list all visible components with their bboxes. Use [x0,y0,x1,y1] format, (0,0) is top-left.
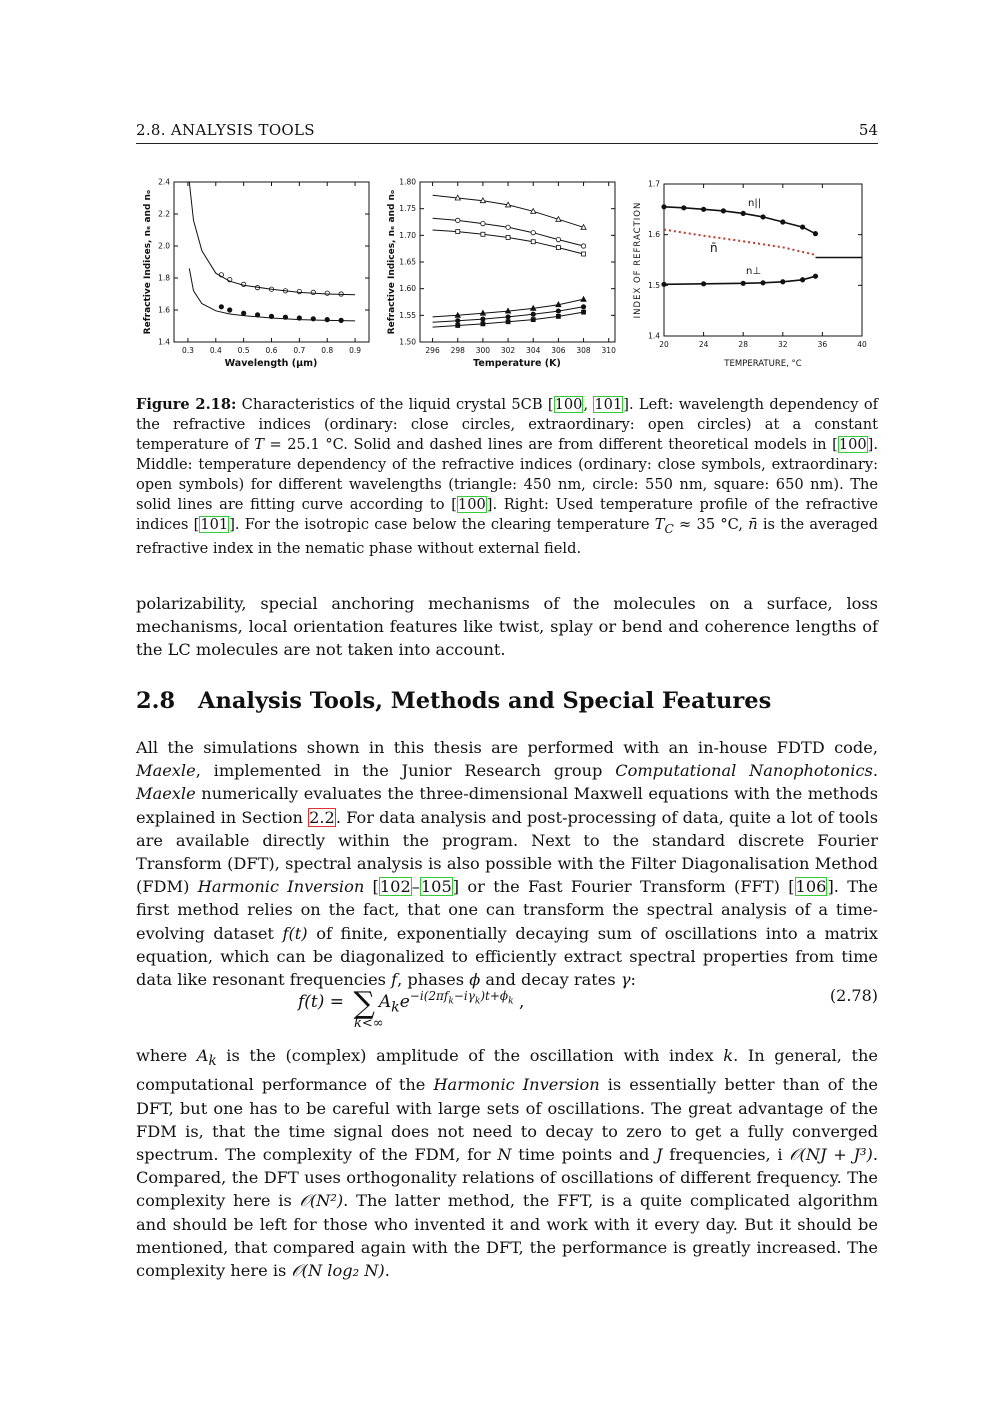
equation-number: (2.78) [829,986,878,1005]
y-tick-label: 1.60 [399,284,416,294]
equation-trail: , [513,992,525,1012]
y-tick-label: 1.6 [648,230,660,240]
section-link[interactable]: 2.2 [309,807,335,827]
data-point [581,297,586,302]
equation-term: e [399,992,410,1012]
y-tick-label: 2.4 [158,177,170,187]
exp-sub: k [448,996,454,1007]
data-point [741,281,745,285]
text: – [411,877,420,897]
exp-sub: k [474,996,481,1007]
series-line [433,230,584,254]
citation-link[interactable]: 102 [379,877,411,897]
text: . Compared, the DFT uses orthogonality relations of oscillations of different frequency. The complexity here is [136,1145,878,1211]
text: [ [364,877,379,897]
text: All the simulations shown in this thesis are performed with an in-house FDTD code, [136,738,878,757]
x-axis-label: TEMPERATURE, °C [724,359,802,369]
n-perp-label: n⊥ [746,266,762,277]
figure-caption [136,395,878,559]
exp-part: −iγ [453,989,475,1004]
y-tick-label: 1.4 [648,331,660,341]
data-point [481,322,485,326]
data-point [556,237,560,241]
caption-label: Figure 2.18: [136,396,237,413]
caption-text: , [583,396,594,413]
x-tick-label: 0.4 [209,346,222,355]
data-point [481,232,485,236]
data-point [813,231,817,235]
n-bar-label: n̄ [710,241,718,255]
caption-text: is the averaged refractive index in the nematic phase without external field. [136,516,878,557]
data-point [662,282,666,286]
data-point [531,318,535,322]
text: time points and [511,1145,657,1165]
n-parallel-label: n|| [748,198,762,209]
caption-math: T [654,516,665,533]
x-tick-label: 306 [551,346,566,355]
caption-text: ]. Left: wavelength dependency of the refractive indices (ordinary: close circles, extraordinary: open circles) at a constant temperature of [136,396,879,453]
data-point [556,309,560,313]
series-line [189,268,355,321]
data-point [531,312,535,316]
math: 𝒪(N log₂ N) [291,1261,385,1281]
text-italic: Maexle [136,784,196,804]
x-tick-label: 300 [475,346,491,355]
plot-frame [664,184,862,336]
data-point [456,318,460,322]
text: is the (complex) amplitude of the oscillation with index [216,1046,724,1065]
x-tick-label: 0.5 [237,346,250,355]
series-line [664,276,816,284]
data-point [781,220,785,224]
text-italic: Maexle [136,761,196,781]
x-axis-label: Wavelength (µm) [224,358,318,369]
math: A [196,1046,209,1065]
x-tick-label: 28 [738,340,748,349]
math: f [391,970,398,990]
text: and decay rates [480,970,621,990]
caption-text: ≈ 35 °C, [673,516,749,533]
y-tick-label: 1.6 [158,305,170,315]
text: of finite, exponentially decaying sum of oscillations into a matrix equation, which can be diagonalized to efficiently extract spectral properties from time data like resonant frequencies [136,923,878,990]
math: f(t) [282,923,308,943]
y-axis-label: Refractive Indices, nₑ and nₒ [143,189,153,335]
plot-frame [420,182,615,342]
data-point [506,320,510,324]
y-tick-label: 2.0 [158,241,170,251]
text-italic: Computational Nanophotonics [615,761,873,781]
x-tick-label: 310 [601,346,616,355]
text: , implemented in the Junior Research group [195,761,616,781]
x-tick-label: 20 [659,340,669,349]
data-point [800,278,804,282]
y-tick-label: 1.8 [158,273,170,283]
data-point [701,207,705,211]
page-number: 54 [858,121,878,139]
text: numerically evaluates the three-dimensional Maxwell equations with the methods explained in Section [136,784,878,827]
data-point [741,211,745,215]
x-tick-label: 24 [698,340,709,349]
data-point [800,225,804,229]
data-point [813,274,817,278]
text: ]. The first method relies on the fact, that one can transform the spectral analysis of a time-evolving dataset [136,877,879,943]
data-point [761,215,765,219]
y-tick-label: 2.2 [158,209,170,219]
section-heading [136,688,771,714]
series-line [664,230,816,255]
equation-exponent [409,989,514,1007]
paragraph-simulations [136,736,878,991]
y-tick-label: 1.65 [399,257,416,267]
text: . For data analysis and post-processing of data, quite a lot of tools are available directly within the program. Next to the standard discrete Fourier Transform (DFT), spectral analysis is also possible with the Filter Diagonalisation Method (FDM) [136,807,878,897]
data-point [582,252,586,256]
data-point [456,230,460,234]
running-header [136,121,878,144]
x-tick-label: 36 [817,340,828,349]
y-tick-label: 1.70 [399,230,416,240]
data-point [506,315,510,319]
x-tick-label: 0.3 [181,346,194,355]
data-point [531,240,535,244]
section-number: 2.8 [136,688,176,714]
y-tick-label: 1.5 [648,280,660,290]
x-tick-label: 304 [526,346,541,355]
y-tick-label: 1.80 [399,177,416,187]
math: γ [620,970,631,990]
data-point [662,205,666,209]
math: J [656,1145,663,1165]
section-title: Analysis Tools, Methods and Special Features [198,688,772,714]
x-tick-label: 0.9 [349,346,362,355]
data-point [581,244,585,248]
math: ϕ [469,970,481,990]
x-tick-label: 298 [450,346,465,355]
chart-wavelength [140,172,372,372]
y-axis-label: INDEX OF REFRACTION [633,201,643,319]
caption-text: ]. Middle: temperature dependency of the refractive indices (ordinary: close symbols, extraordinary: open symbols) for different wavelengths (triangle: 450 nm, circle: 550 nm, square: 650 nm). The solid lines are fitting curve according to [ [136,436,878,513]
citation-link[interactable]: 101 [594,396,623,413]
caption-text: ]. For the isotropic case below the clearing temperature [229,516,655,533]
text-italic: Harmonic Inversion [433,1075,600,1095]
y-tick-label: 1.55 [399,310,416,320]
data-point [456,323,460,327]
data-point [311,290,315,294]
series-line [433,218,584,246]
y-tick-label: 1.75 [399,204,416,214]
text: , phases [397,970,470,990]
x-axis-label: Temperature (K) [473,358,561,369]
paragraph-polarizability: polarizability, special anchoring mechanisms of the molecules on a surface, loss mechanisms, local orientation features like twist, splay or bend and coherence lengths of the LC molecules are not taken into account. [136,594,878,660]
chart-temperature-profile [630,172,878,372]
math: 𝒪(NJ + J³) [789,1145,873,1165]
text: . The latter method, the FFT, is a quite complicated algorithm and should be left for those who invented it and work with it every day. But it should be mentioned, that compared again with the DFT, the performance is greatly increased. The complexity here is [136,1191,878,1281]
data-point [582,310,586,314]
equation-term: A [378,992,392,1012]
data-point [581,305,585,309]
caption-text: Characteristics of the liquid crystal 5CB [ [236,396,554,413]
citation-link[interactable]: 101 [200,516,229,533]
data-point [701,282,705,286]
equation-2-78 [136,978,878,1036]
math: k [208,1053,217,1070]
data-point [481,317,485,321]
text-italic: Harmonic Inversion [197,877,365,897]
data-point [456,218,460,222]
x-tick-label: 308 [576,346,591,355]
y-axis-label: Refractive Indices, nₑ and nₒ [387,189,397,335]
caption-math: n̄ [748,516,758,533]
text: . [872,761,878,781]
math: 𝒪(N²) [299,1191,344,1211]
exp-part: −i(2πf [409,989,449,1004]
x-tick-label: 32 [778,340,788,349]
data-point [297,289,301,293]
data-point [556,314,560,318]
equation-sub: k [391,999,400,1016]
text: ] or the Fast Fourier Transform (FFT) [ [452,877,795,897]
y-tick-label: 1.7 [648,179,660,189]
x-tick-label: 302 [500,346,516,355]
exp-part: )t+ϕ [480,989,509,1004]
series-line [189,182,355,295]
x-tick-label: 0.7 [293,346,306,355]
data-point [219,305,223,309]
citation-link[interactable]: 105 [420,877,452,897]
caption-text: ]. Right: Used temperature profile of the refractive indices [ [136,496,878,533]
exp-sub: k [508,996,514,1007]
equation-body [298,986,524,1021]
data-point [721,209,725,213]
sum-symbol: ∑ [353,986,375,1021]
citation-link[interactable]: 100 [838,436,867,453]
citation-link[interactable]: 100 [554,396,583,413]
data-point [241,311,245,315]
data-point [556,246,560,250]
chart-temperature [384,172,620,372]
x-tick-label: 296 [425,346,440,355]
equation-lhs: f(t) = [298,992,350,1012]
x-tick-label: 40 [857,340,867,349]
math: N [497,1145,512,1165]
paragraph-where [136,1044,878,1282]
data-point [325,291,329,295]
caption-math: T [254,436,264,453]
data-point [325,317,329,321]
text: : [630,970,636,990]
text: . In general, the computational performance of the [136,1046,878,1095]
x-tick-label: 0.6 [265,346,278,355]
text: is essentially better than of the DFT, but one has to be careful with large sets of oscillations. The great advantage of the FDM is, that the time signal does not need to decay to zero to get a fully converged spectrum. The complexity of the FDM, for [136,1075,879,1165]
data-point [228,308,232,312]
y-tick-label: 1.50 [399,337,416,347]
caption-math: C [664,521,674,536]
y-tick-label: 1.4 [158,337,170,347]
series-line [664,207,816,234]
text: frequencies, i [662,1145,790,1165]
text: where [136,1046,197,1065]
sum-subscript: k<∞ [354,1016,384,1031]
data-point [506,235,510,239]
citation-link[interactable]: 106 [795,877,827,897]
math: k [723,1046,734,1065]
data-point [781,280,785,284]
data-point [682,206,686,210]
data-point [506,225,510,229]
x-tick-label: 0.8 [321,346,334,355]
caption-text: = 25.1 °C. Solid and dashed lines are from different theoretical models in [ [263,436,838,453]
data-point [531,230,535,234]
citation-link[interactable]: 100 [457,496,486,513]
text: . [384,1261,390,1281]
data-point [761,281,765,285]
data-point [481,221,485,225]
running-header-section: 2.8. ANALYSIS TOOLS [136,121,315,139]
